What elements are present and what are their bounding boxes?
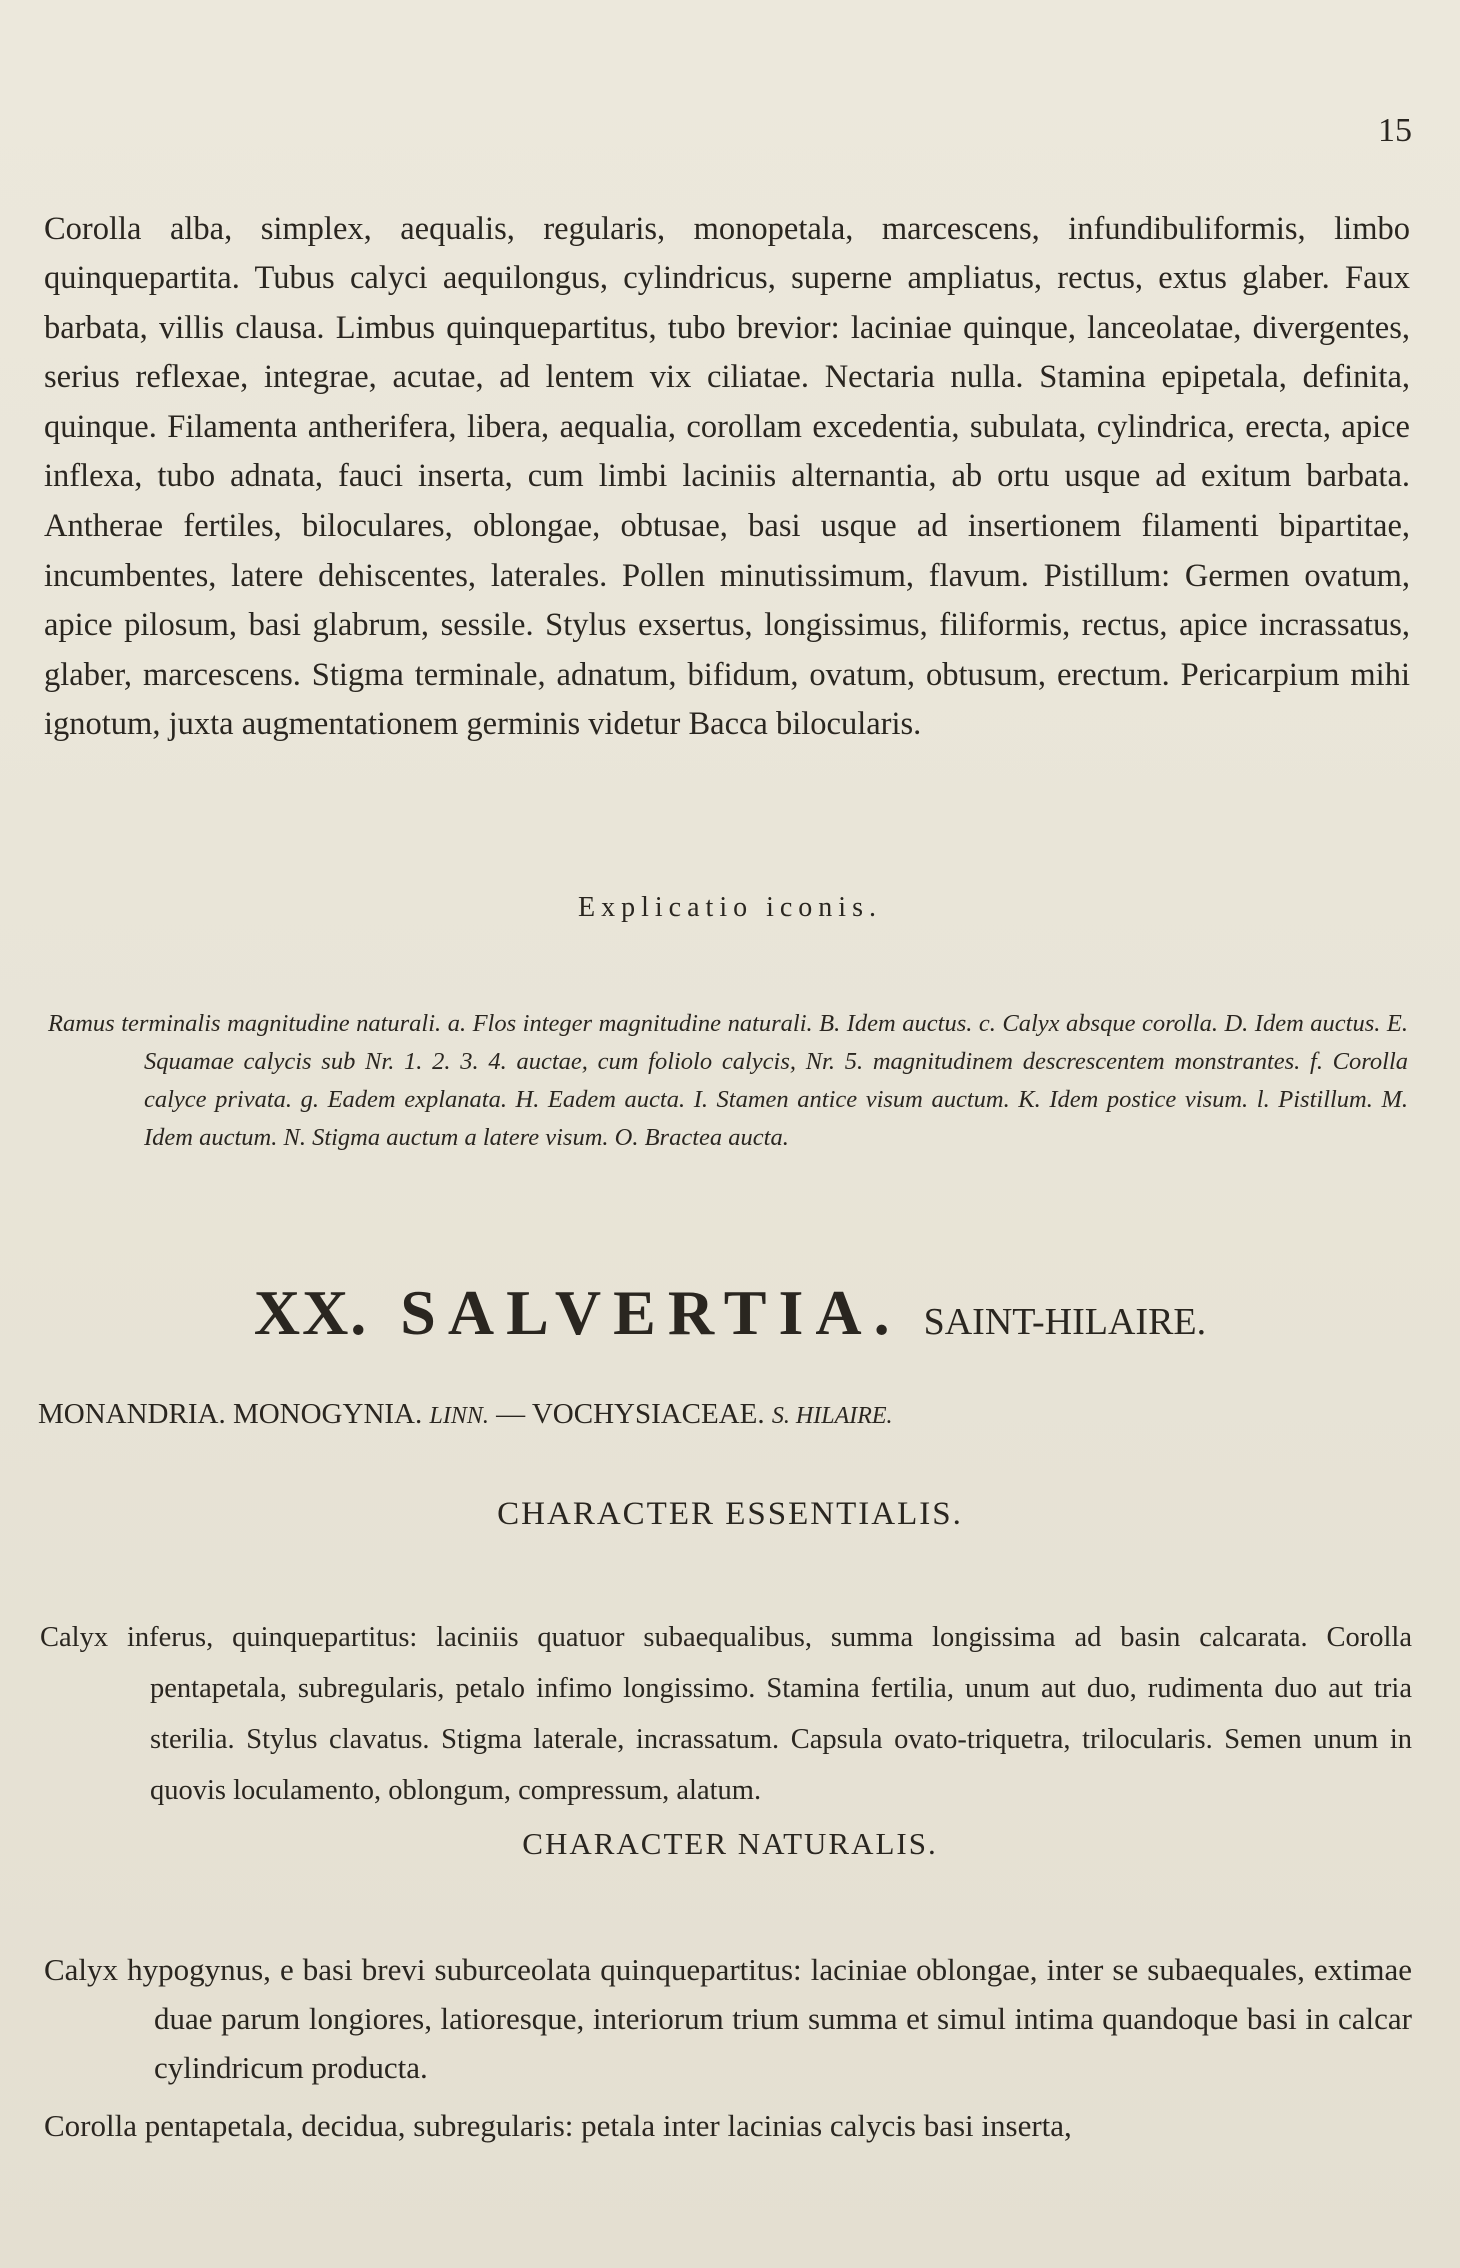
corolla-description: Corolla alba, simplex, aequalis, regularis, monopetala, marcescens, infundibuliformis, limbo quinquepartita. Tubus calyci aequilongus, cylindricus, superne ampliatus, rectus, extus glaber. Faux barbata, villis clausa. Limbus quinquepartitus, tubo brevior: laciniae quinque, lanceolatae, divergentes, serius reflexae, integrae, acutae, ad lentem vix ciliatae. Nectaria nulla. Stamina epipetala, definita, quinque. Filamenta antherifera, libera, aequalia, corollam excedentia, subulata, cylindrica, erecta, apice inflexa, tubo adnata, fauci inserta, cum limbi laciniis alternantia, ab ortu usque ad exitum barbata. Antherae fertiles, biloculares, oblongae, obtusae, basi usque ad insertionem filamenti bipartitae, incumbentes, latere dehiscentes, laterales. Pollen minutissimum, flavum. Pistillum: Germen ovatum, apice pilosum, basi glabrum, sessile. Stylus exsertus, longissimus, filiformis, rectus, apice incrassatus, glaber, marcescens. Stigma terminale, adnatum, bifidum, ovatum, obtusum, erectum. Pericarpium mihi ignotum, juxta augmentationem germinis videtur Bacca bilocularis.: [44, 210, 1410, 743]
genus-title: [0, 1276, 1460, 1350]
explicatio-iconis: Ramus terminalis magnitudine naturali. a. Flos integer magnitudine naturali. B. Idem auctus. c. Calyx absque corolla. D. Idem auctus. E. Squamae calycis sub Nr. 1. 2. 3. 4. auctae, cum foliolo calycis, Nr. 5. magnitudinem descrescentem monstrantes. f. Corolla calyce privata. g. Eadem explanata. H. Eadem aucta. I. Stamen antice visum auctum. K. Idem postice visum. l. Pistillum. M. Idem auctum. N. Stigma auctum a latere visum. O. Bractea aucta.: [48, 1009, 1408, 1151]
page-number: 15: [1378, 112, 1412, 149]
family-author: S. HILAIRE.: [771, 1403, 893, 1429]
heading-character-naturalis: CHARACTER NATURALIS.: [522, 1826, 938, 1861]
separator-dash: —: [496, 1398, 526, 1430]
genus-number: XX.: [253, 1277, 369, 1348]
genus-name: SALVERTIA.: [400, 1277, 902, 1348]
naturalis-corolla-text: Corolla pentapetala, decidua, subregularis: petala inter lacinias calycis basi inserta,: [44, 2108, 1072, 2143]
genus-author: SAINT-HILAIRE.: [923, 1301, 1207, 1343]
character-essentialis-text: Calyx inferus, quinquepartitus: laciniis quatuor subaequalibus, summa longissima ad basin calcarata. Corolla pentapetala, subregularis, petalo infimo longissimo. Stamina fertilia, unum aut duo, rudimenta duo aut tria sterilia. Stylus clavatus. Stigma laterale, incrassatum. Capsula ovato-triquetra, trilocularis. Semen unum in quovis loculamento, oblongum, compressum, alatum.: [40, 1621, 1412, 1806]
naturalis-calyx-text: Calyx hypogynus, e basi brevi suburceolata quinquepartitus: laciniae oblongae, inter se subaequales, extimae duae parum longiores, latioresque, interiorum trium summa et simul intima quandoque basi in calcar cylindricum producta.: [44, 1952, 1412, 2085]
family-name: VOCHYSIACEAE.: [531, 1398, 765, 1430]
classification-line: [38, 1398, 893, 1431]
heading-character-essentialis: CHARACTER ESSENTIALIS.: [497, 1496, 963, 1532]
linnaean-author: LINN.: [429, 1403, 489, 1429]
explicatio-heading: Explicatio iconis.: [578, 892, 882, 923]
linnaean-class: MONANDRIA. MONOGYNIA.: [38, 1398, 423, 1430]
